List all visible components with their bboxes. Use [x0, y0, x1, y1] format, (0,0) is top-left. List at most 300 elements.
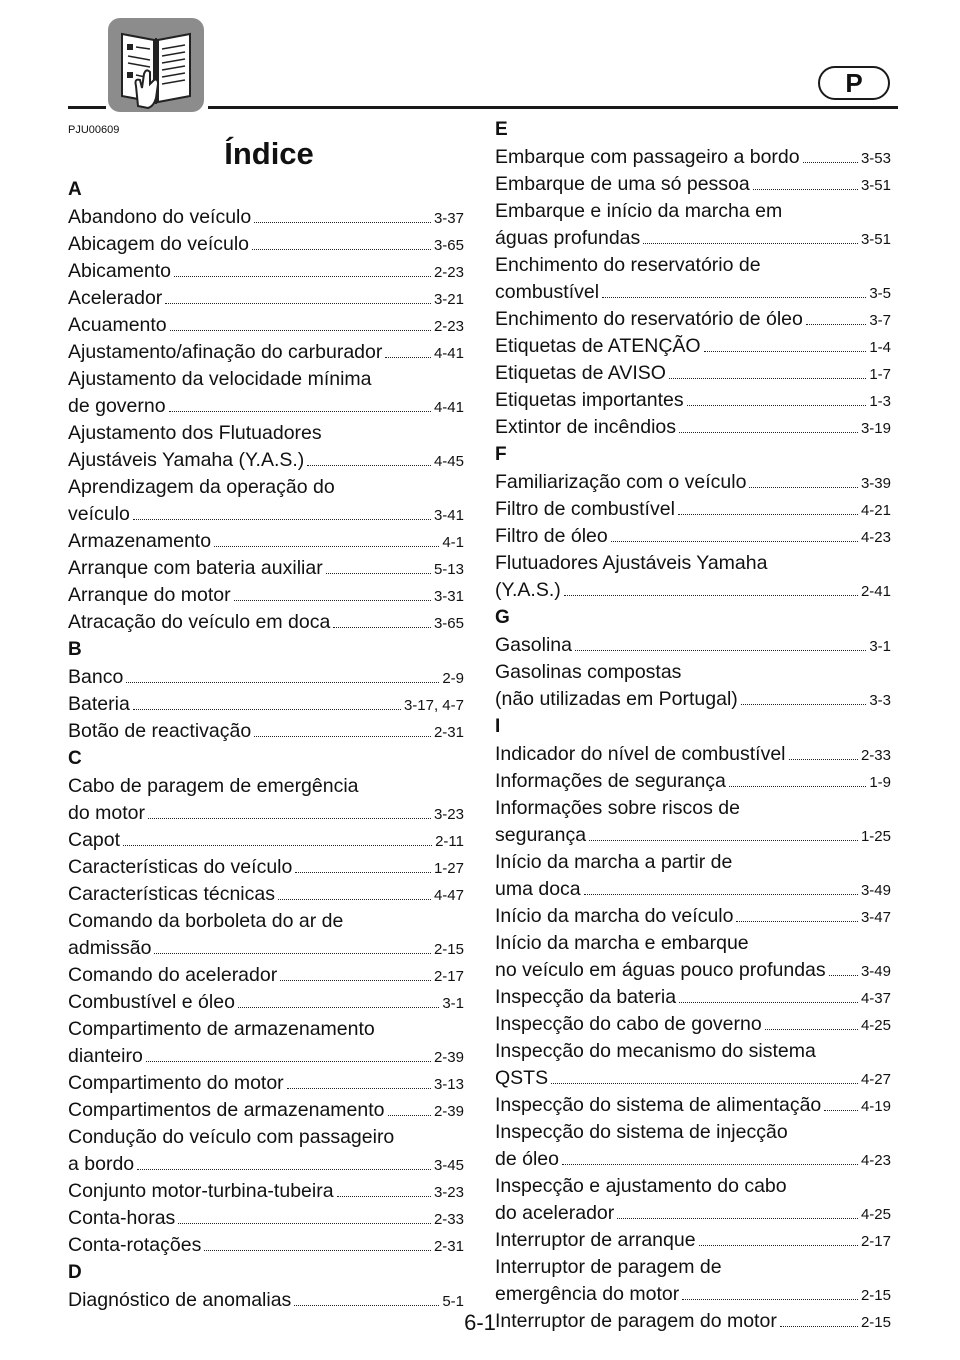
dot-leader: [123, 845, 432, 846]
dot-leader: [133, 709, 401, 710]
index-entry-row: [495, 469, 891, 496]
index-entry: [495, 768, 891, 795]
index-entry-page: 3-31: [433, 588, 464, 605]
index-entry: [68, 908, 464, 962]
index-entry-row: [495, 279, 891, 306]
index-entry: [495, 795, 891, 849]
index-entry-name: QSTS: [495, 1067, 549, 1089]
index-entry-page: 3-47: [860, 909, 891, 926]
index-entry: [495, 414, 891, 441]
index-entry: [495, 659, 891, 713]
index-entry-row: [68, 827, 464, 854]
index-entry: [495, 360, 891, 387]
dot-leader: [564, 595, 858, 596]
index-entry: [68, 312, 464, 339]
index-entry-page: 1-27: [433, 860, 464, 877]
page-title: Índice: [224, 136, 314, 171]
index-entry-page: 2-33: [860, 747, 891, 764]
index-entry-page: 3-13: [433, 1076, 464, 1093]
index-entry-page: 3-49: [860, 882, 891, 899]
index-letter-heading: E: [495, 119, 508, 140]
index-entry-row: [495, 144, 891, 171]
index-entry: [495, 496, 891, 523]
index-letter-heading: B: [68, 639, 82, 660]
index-entry-row: [68, 582, 464, 609]
index-entry-row: [495, 632, 891, 659]
index-entry-row: [495, 1011, 891, 1038]
index-entry: [68, 1016, 464, 1070]
index-entry-text-line: Embarque e início da marcha em: [495, 200, 783, 222]
index-entry: [68, 1124, 464, 1178]
index-column-right: [495, 116, 891, 1335]
index-entry-page: 4-21: [860, 502, 891, 519]
index-entry-row: [495, 1281, 891, 1308]
index-entry-text-line: Gasolinas compostas: [495, 661, 682, 683]
index-entry-name: Compartimento do motor: [68, 1072, 284, 1094]
index-entry-text-line: Enchimento do reservatório de: [495, 254, 761, 276]
document-code: PJU00609: [68, 124, 120, 136]
index-entry-row: [495, 1227, 891, 1254]
dot-leader: [204, 1250, 431, 1251]
index-entry-page: 2-41: [860, 583, 891, 600]
index-entry-page: 4-25: [860, 1206, 891, 1223]
dot-leader: [238, 1007, 439, 1008]
index-entry: [495, 1011, 891, 1038]
index-entry-row: [68, 691, 464, 718]
index-entry-row: [68, 1178, 464, 1205]
dot-leader: [307, 465, 431, 466]
index-entry-name: do motor: [68, 802, 145, 824]
index-entry-row: [495, 496, 891, 523]
dot-leader: [729, 786, 866, 787]
index-entry-page: 3-45: [433, 1157, 464, 1174]
index-entry: [68, 204, 464, 231]
index-entry-name: (não utilizadas em Portugal): [495, 688, 738, 710]
index-entry-row: [68, 1043, 464, 1070]
index-entry-name: Abicamento: [68, 260, 171, 282]
index-entry-page: 4-23: [860, 1152, 891, 1169]
index-entry-row: [495, 957, 891, 984]
index-entry-page: 3-21: [433, 291, 464, 308]
index-entry-page: 3-17, 4-7: [403, 697, 464, 714]
index-entry-name: Indicador do nível de combustível: [495, 743, 786, 765]
index-entry: [68, 285, 464, 312]
dot-leader: [234, 600, 431, 601]
dot-leader: [602, 297, 866, 298]
index-entry-page: 2-23: [433, 318, 464, 335]
index-entry-page: 4-25: [860, 1017, 891, 1034]
dot-leader: [551, 1083, 858, 1084]
index-letter-heading: A: [68, 179, 82, 200]
index-entry-row: [68, 609, 464, 636]
index-entry-text-line: Ajustamento dos Flutuadores: [68, 422, 322, 444]
index-entry-row: [68, 1151, 464, 1178]
index-entry-name: Familiarização com o veículo: [495, 471, 747, 493]
index-entry: [68, 718, 464, 745]
index-entry: [495, 930, 891, 984]
index-entry: [68, 881, 464, 908]
index-entry-text-line: Início da marcha a partir de: [495, 851, 733, 873]
index-entry-name: Inspecção do sistema de alimentação: [495, 1094, 822, 1116]
index-entry-row: [68, 718, 464, 745]
dot-leader: [824, 1110, 858, 1111]
index-entry-name: Conta-horas: [68, 1207, 176, 1229]
index-entry-name: uma doca: [495, 878, 581, 900]
index-entry-name: Ajustáveis Yamaha (Y.A.S.): [68, 449, 305, 471]
index-entry: [68, 366, 464, 420]
header-rule-right: [208, 106, 898, 109]
index-entry-row: [68, 1097, 464, 1124]
dot-leader: [148, 818, 431, 819]
dot-leader: [749, 487, 858, 488]
dot-leader: [178, 1223, 431, 1224]
index-entry-page: 3-1: [442, 995, 464, 1012]
index-entry-text-line: Informações sobre riscos de: [495, 797, 740, 819]
index-entry-row: [68, 1205, 464, 1232]
index-entry-name: Início da marcha do veículo: [495, 905, 734, 927]
index-entry: [68, 1070, 464, 1097]
index-entry-row: [68, 881, 464, 908]
index-entry-row: [68, 555, 464, 582]
index-entry-page: 3-39: [860, 475, 891, 492]
dot-leader: [278, 899, 431, 900]
index-entry-page: 4-19: [860, 1098, 891, 1115]
index-entry-row: [68, 312, 464, 339]
dot-leader: [806, 324, 866, 325]
index-entry-name: Enchimento do reservatório de óleo: [495, 308, 803, 330]
index-entry-page: 3-1: [869, 638, 891, 655]
index-entry-row: [495, 333, 891, 360]
index-entry-row: [68, 339, 464, 366]
dot-leader: [133, 519, 431, 520]
index-entry-page: 3-7: [869, 312, 891, 329]
dot-leader: [146, 1061, 431, 1062]
index-entry-name: Conta-rotações: [68, 1234, 202, 1256]
index-entry-row: [495, 741, 891, 768]
index-entry: [68, 989, 464, 1016]
index-entry-page: 3-53: [860, 150, 891, 167]
index-entry-row: [495, 686, 891, 713]
index-entry-name: águas profundas: [495, 227, 641, 249]
index-entry-page: 1-25: [860, 828, 891, 845]
dot-leader: [679, 1002, 858, 1003]
dot-leader: [741, 704, 867, 705]
index-entry-page: 4-47: [433, 887, 464, 904]
dot-leader: [704, 351, 867, 352]
index-entry-name: Etiquetas importantes: [495, 389, 684, 411]
index-entry-page: 3-19: [860, 420, 891, 437]
index-entry-row: [68, 285, 464, 312]
dot-leader: [294, 1305, 439, 1306]
dot-leader: [562, 1164, 858, 1165]
index-entry-name: Comando do acelerador: [68, 964, 278, 986]
index-entry: [68, 609, 464, 636]
dot-leader: [126, 682, 439, 683]
dot-leader: [829, 975, 858, 976]
index-entry-name: Bateria: [68, 693, 130, 715]
index-entry-row: [495, 523, 891, 550]
index-entry-name: Capot: [68, 829, 121, 851]
index-entry: [495, 1119, 891, 1173]
dot-leader: [137, 1169, 431, 1170]
index-entry-name: Interruptor de paragem do motor: [495, 1310, 777, 1332]
index-entry-row: [68, 800, 464, 827]
index-entry-page: 3-23: [433, 806, 464, 823]
dot-leader: [154, 953, 431, 954]
index-entry: [495, 550, 891, 604]
index-entry: [495, 523, 891, 550]
index-entry-page: 2-39: [433, 1049, 464, 1066]
index-entry-page: 3-3: [869, 692, 891, 709]
index-entry-name: Inspecção do cabo de governo: [495, 1013, 762, 1035]
dot-leader: [385, 357, 431, 358]
index-entry-name: Arranque com bateria auxiliar: [68, 557, 323, 579]
index-entry-name: veículo: [68, 503, 130, 525]
index-letter-heading: D: [68, 1262, 82, 1283]
index-entry-row: [495, 1065, 891, 1092]
index-entry-page: 1-9: [869, 774, 891, 791]
index-entry-row: [68, 258, 464, 285]
dot-leader: [333, 627, 431, 628]
index-entry: [68, 231, 464, 258]
index-entry: [68, 1097, 464, 1124]
index-entry: [495, 984, 891, 1011]
dot-leader: [789, 759, 858, 760]
index-entry-text-line: Inspecção do mecanismo do sistema: [495, 1040, 816, 1062]
dot-leader: [589, 840, 858, 841]
index-entry-name: Interruptor de arranque: [495, 1229, 696, 1251]
index-entry-row: [495, 577, 891, 604]
dot-leader: [679, 432, 858, 433]
index-entry-row: [68, 528, 464, 555]
dot-leader: [682, 1299, 858, 1300]
index-entry: [68, 555, 464, 582]
index-entry-text-line: Interruptor de paragem de: [495, 1256, 722, 1278]
index-entry-name: no veículo em águas pouco profundas: [495, 959, 826, 981]
index-entry-row: [495, 984, 891, 1011]
index-entry-row: [495, 1146, 891, 1173]
dot-leader: [254, 736, 431, 737]
index-entry-page: 4-27: [860, 1071, 891, 1088]
index-entry-row: [495, 225, 891, 252]
header-rule-left: [68, 106, 106, 109]
index-entry-row: [495, 306, 891, 333]
index-entry-row: [68, 935, 464, 962]
index-entry-page: 4-41: [433, 345, 464, 362]
index-entry: [495, 1254, 891, 1308]
index-entry: [68, 582, 464, 609]
index-entry-page: 4-41: [433, 399, 464, 416]
index-entry-page: 4-23: [860, 529, 891, 546]
index-entry-page: 3-65: [433, 615, 464, 632]
index-entry-name: Gasolina: [495, 634, 572, 656]
index-entry-text-line: Compartimento de armazenamento: [68, 1018, 375, 1040]
index-entry-page: 5-1: [442, 1293, 464, 1310]
index-entry-page: 3-5: [869, 285, 891, 302]
dot-leader: [643, 243, 858, 244]
index-entry-name: Embarque com passageiro a bordo: [495, 146, 800, 168]
manual-book-icon: [108, 18, 204, 112]
index-entry-name: Abandono do veículo: [68, 206, 252, 228]
index-entry-name: Diagnóstico de anomalias: [68, 1289, 292, 1311]
dot-leader: [326, 573, 431, 574]
index-entry-page: 2-23: [433, 264, 464, 281]
index-entry: [495, 1092, 891, 1119]
index-entry: [495, 252, 891, 306]
index-entry-name: de óleo: [495, 1148, 559, 1170]
index-entry-name: a bordo: [68, 1153, 135, 1175]
index-entry-row: [495, 903, 891, 930]
index-letter-heading: G: [495, 607, 510, 628]
index-entry-name: Embarque de uma só pessoa: [495, 173, 750, 195]
index-entry-page: 2-15: [860, 1287, 891, 1304]
index-entry-text-line: Flutuadores Ajustáveis Yamaha: [495, 552, 768, 574]
index-entry: [495, 333, 891, 360]
index-entry-page: 4-45: [433, 453, 464, 470]
index-entry-page: 3-49: [860, 963, 891, 980]
index-entry-page: 3-37: [433, 210, 464, 227]
index-entry-page: 1-4: [869, 339, 891, 356]
index-entry-row: [68, 447, 464, 474]
index-entry-page: 3-51: [860, 177, 891, 194]
dot-leader: [765, 1029, 858, 1030]
index-entry-name: Etiquetas de AVISO: [495, 362, 666, 384]
index-entry-page: 3-65: [433, 237, 464, 254]
index-entry-name: Compartimentos de armazenamento: [68, 1099, 385, 1121]
index-entry-name: combustível: [495, 281, 600, 303]
dot-leader: [736, 921, 858, 922]
dot-leader: [337, 1196, 431, 1197]
index-entry: [495, 849, 891, 903]
index-entry-row: [68, 501, 464, 528]
index-entry: [68, 854, 464, 881]
index-entry-page: 2-15: [860, 1314, 891, 1331]
index-entry: [495, 1227, 891, 1254]
index-entry: [68, 339, 464, 366]
index-entry-name: emergência do motor: [495, 1283, 680, 1305]
index-entry-row: [495, 414, 891, 441]
index-entry: [495, 144, 891, 171]
index-entry-name: Características do veículo: [68, 856, 293, 878]
index-entry-name: Informações de segurança: [495, 770, 726, 792]
index-entry-name: Ajustamento/afinação do carburador: [68, 341, 383, 363]
index-entry-name: Inspecção da bateria: [495, 986, 677, 1008]
dot-leader: [678, 514, 858, 515]
index-entry-name: Botão de reactivação: [68, 720, 252, 742]
language-badge: P: [818, 66, 890, 100]
index-entry-name: Arranque do motor: [68, 584, 231, 606]
index-entry: [68, 1178, 464, 1205]
index-entry-text-line: Aprendizagem da operação do: [68, 476, 335, 498]
index-entry-text-line: Inspecção e ajustamento do cabo: [495, 1175, 787, 1197]
index-entry-name: Filtro de óleo: [495, 525, 608, 547]
index-entry-row: [495, 1092, 891, 1119]
index-letter-heading: I: [495, 716, 501, 737]
index-entry-row: [68, 1070, 464, 1097]
index-entry: [68, 827, 464, 854]
index-entry: [68, 528, 464, 555]
index-entry-name: Acelerador: [68, 287, 163, 309]
index-entry-page: 2-33: [433, 1211, 464, 1228]
index-entry-page: 3-23: [433, 1184, 464, 1201]
index-entry-name: (Y.A.S.): [495, 579, 561, 601]
index-entry-page: 3-51: [860, 231, 891, 248]
index-entry-text-line: Inspecção do sistema de injecção: [495, 1121, 788, 1143]
index-entry: [495, 903, 891, 930]
index-entry-name: Etiquetas de ATENÇÃO: [495, 335, 701, 357]
index-entry-name: segurança: [495, 824, 587, 846]
index-column-left: [68, 176, 464, 1314]
dot-leader: [169, 411, 431, 412]
index-entry-name: admissão: [68, 937, 152, 959]
index-entry-text-line: Ajustamento da velocidade mínima: [68, 368, 372, 390]
dot-leader: [584, 894, 858, 895]
index-entry-page: 2-17: [433, 968, 464, 985]
index-entry-row: [68, 204, 464, 231]
index-entry-name: Filtro de combustível: [495, 498, 675, 520]
index-entry-text-line: Comando da borboleta do ar de: [68, 910, 344, 932]
index-entry: [495, 306, 891, 333]
index-entry-page: 4-37: [860, 990, 891, 1007]
index-entry-text-line: Cabo de paragem de emergência: [68, 775, 359, 797]
index-entry-name: Abicagem do veículo: [68, 233, 250, 255]
index-entry-row: [68, 664, 464, 691]
index-entry-name: Atracação do veículo em doca: [68, 611, 331, 633]
index-entry-name: dianteiro: [68, 1045, 143, 1067]
dot-leader: [669, 378, 866, 379]
index-entry-row: [68, 1232, 464, 1259]
index-entry-name: Extintor de incêndios: [495, 416, 677, 438]
dot-leader: [687, 405, 867, 406]
index-entry-page: 3-41: [433, 507, 464, 524]
dot-leader: [254, 222, 431, 223]
index-entry-page: 2-17: [860, 1233, 891, 1250]
index-entry-page: 1-7: [869, 366, 891, 383]
index-entry: [495, 171, 891, 198]
index-entry-page: 2-15: [433, 941, 464, 958]
dot-leader: [214, 546, 439, 547]
index-entry: [68, 420, 464, 474]
index-entry: [495, 387, 891, 414]
page-number: 6-1: [464, 1310, 496, 1335]
dot-leader: [174, 276, 431, 277]
index-entry: [495, 469, 891, 496]
index-entry: [68, 664, 464, 691]
index-entry-name: Conjunto motor-turbina-tubeira: [68, 1180, 334, 1202]
index-entry-row: [495, 876, 891, 903]
index-letter-heading: C: [68, 748, 82, 769]
index-entry-row: [495, 822, 891, 849]
index-entry-text-line: Início da marcha e embarque: [495, 932, 749, 954]
dot-leader: [699, 1245, 858, 1246]
dot-leader: [388, 1115, 431, 1116]
dot-leader: [295, 872, 431, 873]
index-entry: [68, 474, 464, 528]
index-letter-heading: F: [495, 444, 507, 465]
dot-leader: [252, 249, 431, 250]
index-entry-row: [495, 360, 891, 387]
index-entry: [68, 258, 464, 285]
index-entry-row: [68, 962, 464, 989]
index-entry-text-line: Condução do veículo com passageiro: [68, 1126, 395, 1148]
dot-leader: [170, 330, 431, 331]
index-entry-name: Armazenamento: [68, 530, 212, 552]
index-entry-name: Combustível e óleo: [68, 991, 235, 1013]
dot-leader: [753, 189, 858, 190]
index-entry-row: [68, 393, 464, 420]
index-entry-row: [495, 387, 891, 414]
index-entry-page: 4-1: [442, 534, 464, 551]
